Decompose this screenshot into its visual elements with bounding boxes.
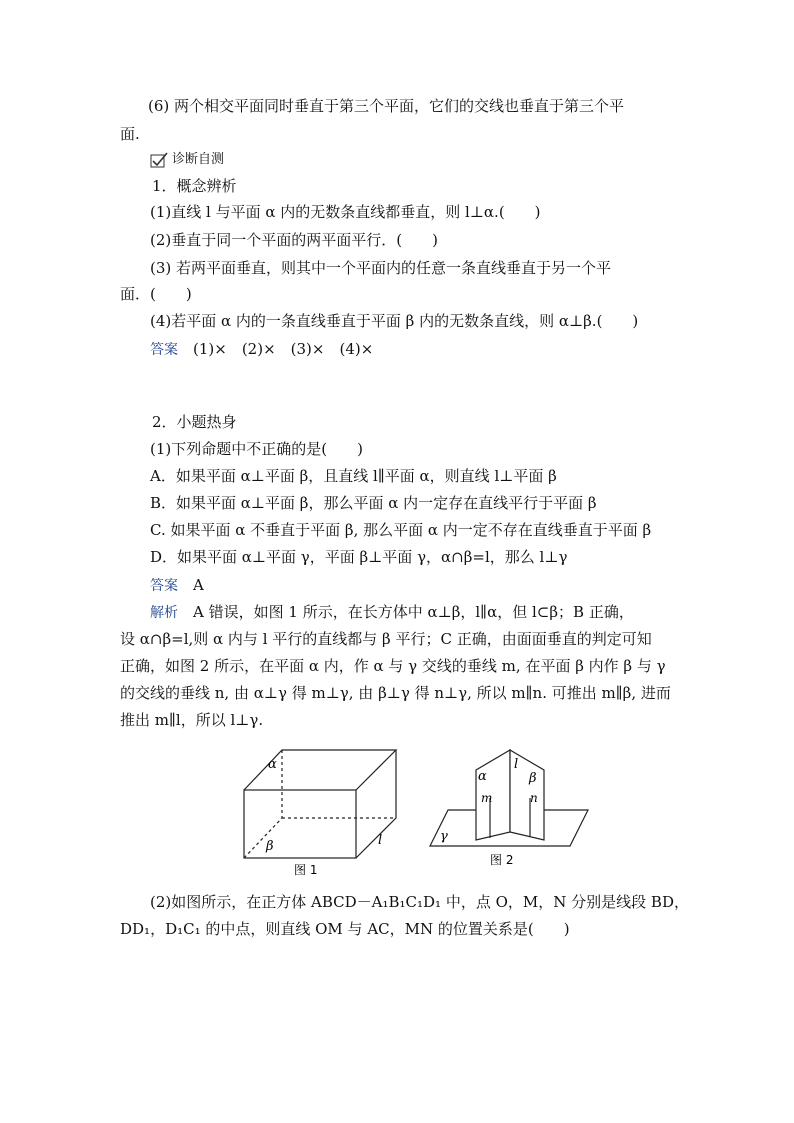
answer-text: (1)× (2)× (3)× (4)× xyxy=(193,340,374,358)
explanation-line: 的交线的垂线 n, 由 α⊥γ 得 m⊥γ, 由 β⊥γ 得 n⊥γ, 所以 m∥n. 可推出 m∥β, 进而 xyxy=(120,684,671,702)
answer-line xyxy=(150,339,373,360)
checkmark-note-icon xyxy=(150,152,168,168)
fig2-label-alpha: α xyxy=(478,769,487,784)
answer-line xyxy=(150,575,204,596)
fig1-label-alpha: α xyxy=(268,757,277,772)
explanation-text: A 错误，如图 1 所示，在长方体中 α⊥β，l∥α，但 l⊂β；B 正确， xyxy=(193,603,634,621)
fig2-label-l: l xyxy=(514,757,519,772)
section-title: 2．小题热身 xyxy=(152,413,237,431)
figure-1-cuboid xyxy=(236,740,406,880)
section-diagnostic-header xyxy=(150,150,224,170)
question-line: (3) 若两平面垂直，则其中一个平面内的任意一条直线垂直于另一个平 xyxy=(150,259,612,277)
explanation-line xyxy=(150,602,634,623)
answer-text: A xyxy=(193,576,204,594)
fig2-label-beta: β xyxy=(529,771,537,786)
diagnostic-title: 诊断自测 xyxy=(172,152,225,167)
option-b: B．如果平面 α⊥平面 β，那么平面 α 内一定存在直线平行于平面 β xyxy=(150,494,597,512)
explanation-label: 解析 xyxy=(150,605,178,621)
fig2-caption: 图 2 xyxy=(490,853,514,867)
explanation-line: 设 α∩β=l,则 α 内与 l 平行的直线都与 β 平行；C 正确，由面面垂直的判定可知 xyxy=(120,630,652,648)
section-title: 1．概念辨析 xyxy=(152,177,237,195)
question-line: (1)下列命题中不正确的是( ) xyxy=(150,440,363,458)
explanation-line: 正确，如图 2 所示，在平面 α 内，作 α 与 γ 交线的垂线 m, 在平面 β 内作 β 与 γ xyxy=(120,657,666,675)
question-line: (2)垂直于同一个平面的两平面平行．( ) xyxy=(150,231,438,249)
fig1-label-beta: β xyxy=(266,839,274,854)
question-line: (1)直线 l 与平面 α 内的无数条直线都垂直，则 l⊥α.( ) xyxy=(150,203,541,221)
question-line: (2)如图所示，在正方体 ABCD－A₁B₁C₁D₁ 中，点 O，M，N 分别是线段 BD， xyxy=(150,893,689,911)
answer-label: 答案 xyxy=(150,342,178,358)
fig1-caption: 图 1 xyxy=(294,863,318,877)
fig2-label-gamma: γ xyxy=(440,829,448,844)
question-line: DD₁，D₁C₁ 的中点，则直线 OM 与 AC，MN 的位置关系是( ) xyxy=(120,920,570,938)
fig2-label-m: m xyxy=(481,791,493,805)
option-c: C. 如果平面 α 不垂直于平面 β, 那么平面 α 内一定不存在直线垂直于平面 β xyxy=(150,521,652,539)
option-a: A．如果平面 α⊥平面 β，且直线 l∥平面 α，则直线 l⊥平面 β xyxy=(150,467,557,485)
fig1-label-l: l xyxy=(378,833,383,848)
question-line: 面．( ) xyxy=(120,285,192,303)
fig2-label-n: n xyxy=(530,791,538,805)
text-line: (6) 两个相交平面同时垂直于第三个平面，它们的交线也垂直于第三个平 xyxy=(148,97,625,115)
question-line: (4)若平面 α 内的一条直线垂直于平面 β 内的无数条直线，则 α⊥β.( ) xyxy=(150,312,639,330)
explanation-line: 推出 m∥l，所以 l⊥γ. xyxy=(120,711,264,729)
figure-2-planes xyxy=(418,740,598,870)
answer-label: 答案 xyxy=(150,578,178,594)
text-line: 面. xyxy=(120,125,140,143)
option-d: D．如果平面 α⊥平面 γ，平面 β⊥平面 γ，α∩β=l，那么 l⊥γ xyxy=(150,548,568,566)
